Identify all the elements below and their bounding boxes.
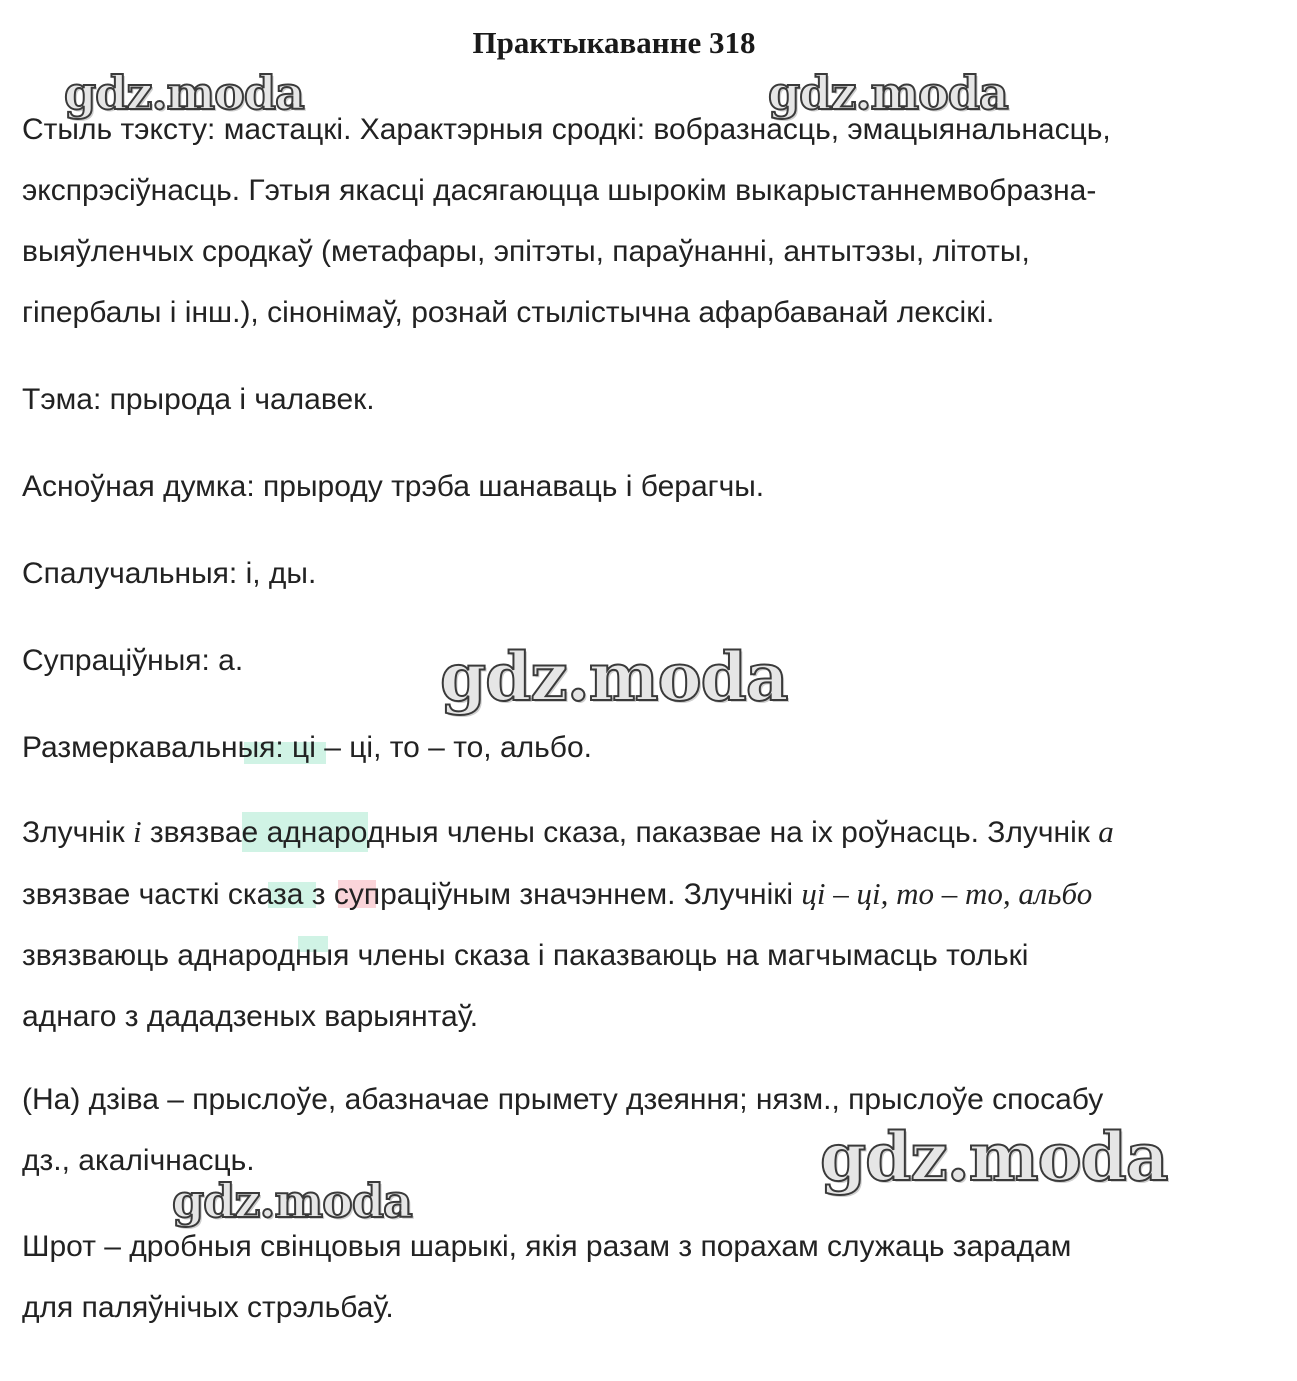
watermark-logo: gdz.moda <box>768 66 1008 120</box>
adversative-line: Супраціўныя: а. <box>22 644 244 677</box>
text-line: для паляўнічых стрэльбаў. <box>22 1291 394 1324</box>
style-paragraph <box>22 99 1262 343</box>
shrot-paragraph <box>22 1216 1262 1338</box>
text-line: (На) дзіва – прыслоўе, абазначае прымету дзеяння; нязм., прыслоўе спосабу <box>22 1083 1104 1116</box>
text-line: экспрэсіўнасць. Гэтыя якасці дасягаюцца шырокім выкарыстаннемвобразна- <box>22 174 1097 207</box>
disjunctive-line: Размеркавальныя: ці – ці, то – то, альбо. <box>22 731 592 764</box>
text-line: Стыль тэксту: мастацкі. Характэрныя сродкі: вобразнасць, эмацыянальнасць, <box>22 113 1111 146</box>
text-line: Злучнік і звязвае аднародныя члены сказа, паказвае на іх роўнасць. Злучнік а <box>22 814 1114 849</box>
text-line: выяўленчых сродкаў (метафары, эпітэты, параўнанні, антытэзы, літоты, <box>22 235 1030 268</box>
explanation-paragraph <box>22 801 1262 1047</box>
watermark-logo: gdz.moda <box>820 1118 1168 1196</box>
watermark-logo: gdz.moda <box>64 66 304 120</box>
text-line: дз., акалічнасць. <box>22 1144 255 1177</box>
text-line: гіпербалы і інш.), сінонімаў, рознай стылістычна афарбаванай лексікі. <box>22 296 995 329</box>
page-title: Практыкаванне 318 <box>472 25 756 60</box>
main-idea-line: Асноўная думка: прыроду трэба шанаваць і берагчы. <box>22 470 765 503</box>
text-line: звязваюць аднародныя члены сказа і паказваюць на магчымасць толькі <box>22 939 1029 972</box>
theme-line: Тэма: прырода і чалавек. <box>22 383 375 416</box>
watermark-logo: gdz.moda <box>172 1174 412 1228</box>
text-line: Шрот – дробныя свінцовыя шарыкі, якія разам з порахам служаць зарадам <box>22 1230 1072 1263</box>
connective-line: Спалучальныя: і, ды. <box>22 557 317 590</box>
text-line: звязвае часткі сказа з супраціўным значэннем. Злучнікі ці – ці, то – то, альбо <box>22 876 1093 911</box>
watermark-logo: gdz.moda <box>440 638 788 716</box>
text-line: аднаго з дададзеных варыянтаў. <box>22 1000 479 1033</box>
na-dziva-paragraph <box>22 1069 1262 1191</box>
